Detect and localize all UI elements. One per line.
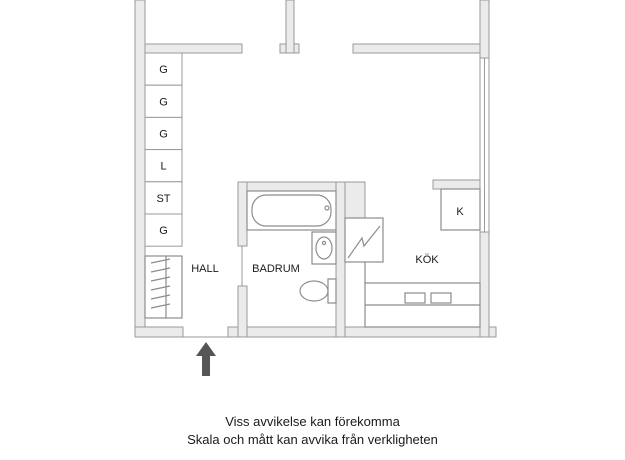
wall-divider xyxy=(286,0,294,53)
hanger-rack xyxy=(145,256,182,318)
window xyxy=(480,58,489,232)
wall-right-upper xyxy=(480,0,489,58)
wall-kitchen-upper xyxy=(433,180,480,189)
wall-bottom-left xyxy=(135,327,183,337)
wall-bathroom-top xyxy=(238,182,345,191)
wall-upper-middle xyxy=(353,44,480,53)
wardrobe-label: L xyxy=(160,160,167,173)
room-label-hall: HALL xyxy=(191,263,219,275)
sink xyxy=(312,232,336,264)
wall-upper-left xyxy=(145,44,242,53)
wall-bathroom-left-bottom xyxy=(238,286,247,337)
room-label-kitchen: KÖK xyxy=(415,254,439,266)
wall-left xyxy=(135,0,145,337)
wall-bathroom-right xyxy=(336,182,345,337)
disclaimer-line-2: Skala och mått kan avvika från verkligheten xyxy=(187,432,438,447)
bathtub xyxy=(247,191,336,230)
fridge-label: K xyxy=(456,206,464,218)
disclaimer-line-1: Viss avvikelse kan förekomma xyxy=(225,414,400,429)
wardrobe-label: G xyxy=(159,96,168,109)
electrical-panel-icon xyxy=(345,218,383,262)
wardrobe-label: G xyxy=(159,128,168,141)
kitchen-counter xyxy=(365,262,480,327)
wardrobe-label: G xyxy=(159,64,168,77)
toilet xyxy=(300,279,336,303)
wall-bathroom-left-top xyxy=(238,182,247,246)
room-label-bathroom: BADRUM xyxy=(252,263,300,275)
wall-bottom-right xyxy=(228,327,496,337)
wardrobe-list xyxy=(145,53,182,246)
entrance-arrow-icon xyxy=(196,342,216,376)
wardrobe-label: ST xyxy=(156,192,171,205)
wall-right-lower xyxy=(480,232,489,337)
wardrobe-label: G xyxy=(159,225,168,238)
